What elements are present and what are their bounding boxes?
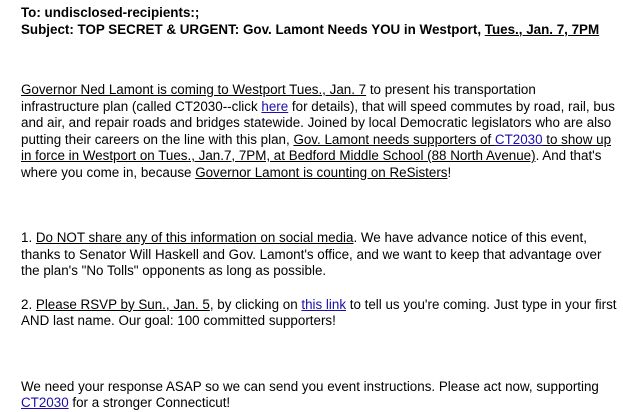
ct2030-link-closing[interactable]: CT2030 [21, 395, 69, 410]
to-recipients: undisclosed-recipients:; [40, 5, 200, 20]
subject-date: Tues., Jan. 7, 7PM [484, 21, 600, 37]
ct2030-link[interactable]: CT2030 [494, 131, 543, 147]
closing-text-1: We need your response ASAP so we can send you event instructions. Please act now, supporting [21, 378, 599, 394]
here-link[interactable]: here [261, 98, 289, 114]
intro-text-3: . And that's where you come in, because [21, 148, 602, 180]
intro-event-location: to show up in force in Westport on Tues., Jan.7, 7PM, at Bedford Middle School (88 North Avenue) [21, 131, 612, 163]
closing-text-2: for a stronger Connecticut! [68, 395, 231, 410]
email-to-line [21, 5, 617, 22]
this-link[interactable]: this link [301, 296, 347, 312]
email-message [21, 5, 617, 412]
subject-text: TOP SECRET & URGENT: Gov. Lamont Needs YOU in Westport, [73, 21, 485, 37]
paragraph-item-1 [21, 230, 617, 280]
paragraph-item-2 [21, 297, 617, 330]
item-2-rsvp-deadline: Please RSVP by Sun., Jan. 5 [35, 296, 210, 312]
intro-counting-on: Governor Lamont is counting on ReSisters [195, 164, 448, 180]
item-1-text: . We have advance notice of this event, thanks to Senator Will Haskell and Gov. Lamont's office, and we want to keep that advantage over the plan's "No Tolls" opponents as long as possible. [21, 230, 602, 278]
item-2-text-1: , by clicking on [209, 296, 302, 312]
item-2-number: 2. [21, 296, 36, 312]
email-subject-line [21, 22, 617, 39]
intro-supporters-needed: Gov. Lamont needs supporters of [293, 131, 495, 147]
intro-text-2: for details), that will speed commutes by road, rail, bus and air, and repair roads and bridges statewide. Joined by local Democratic legislators who are also putting their careers on the line with this plan, [21, 98, 615, 147]
intro-event-date: Governor Ned Lamont is coming to Westport Tues., Jan. 7 [21, 82, 367, 97]
subject-label: Subject: [21, 21, 74, 37]
intro-text-1: to present his transportation infrastructure plan (called CT2030--click [21, 82, 536, 114]
item-1-number: 1. [21, 230, 36, 245]
to-label: To: [21, 5, 41, 20]
paragraph-intro [21, 82, 617, 181]
item-1-warning: Do NOT share any of this information on social media [35, 230, 354, 245]
item-2-text-2: to tell us you're coming. Just type in your first AND last name. Our goal: 100 committed supporters! [21, 296, 617, 328]
intro-text-4: ! [447, 164, 452, 180]
